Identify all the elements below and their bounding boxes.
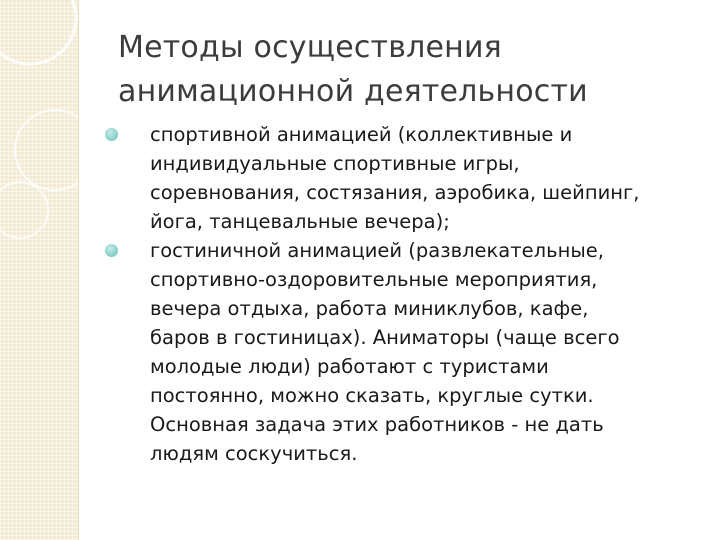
bullet-text-line: спортивной анимацией (коллективные и <box>150 123 573 146</box>
bullet-item-hotel <box>103 236 703 468</box>
bullet-text-line: спортивно-оздоровительные мероприятия, <box>150 268 598 291</box>
title-line: Методы осуществления <box>118 30 502 65</box>
decorative-side-panel <box>0 0 78 540</box>
bullet-text-line: йога, танцевальные вечера); <box>150 210 450 233</box>
bullet-item-sport <box>103 120 703 236</box>
bullet-text-line: молодые люди) работают с туристами <box>150 355 549 378</box>
bullet-text-line: индивидуальные спортивные игры, <box>150 152 520 175</box>
bullet-text-line: вечера отдыха, работа миниклубов, кафе, <box>150 297 589 320</box>
bullet-text-line: соревнования, состязания, аэробика, шейпинг, <box>150 181 640 204</box>
bullet-dot-icon <box>105 244 118 257</box>
bullet-dot-icon <box>105 128 118 141</box>
title-line: анимационной деятельности <box>118 74 588 109</box>
side-divider <box>78 0 79 540</box>
bullet-text-line: гостиничной анимацией (развлекательные, <box>150 239 604 262</box>
bullet-text-line: постоянно, можно сказать, круглые сутки. <box>150 384 594 407</box>
slide-title <box>118 26 698 114</box>
bullet-text-line: баров в гостиницах). Аниматоры (чаще всего <box>150 326 620 349</box>
bullet-text-line: людям соскучиться. <box>150 442 358 465</box>
bullet-text-line: Основная задача этих работников - не дать <box>150 413 604 436</box>
bullet-list <box>103 120 703 468</box>
decorative-circles <box>0 0 78 540</box>
